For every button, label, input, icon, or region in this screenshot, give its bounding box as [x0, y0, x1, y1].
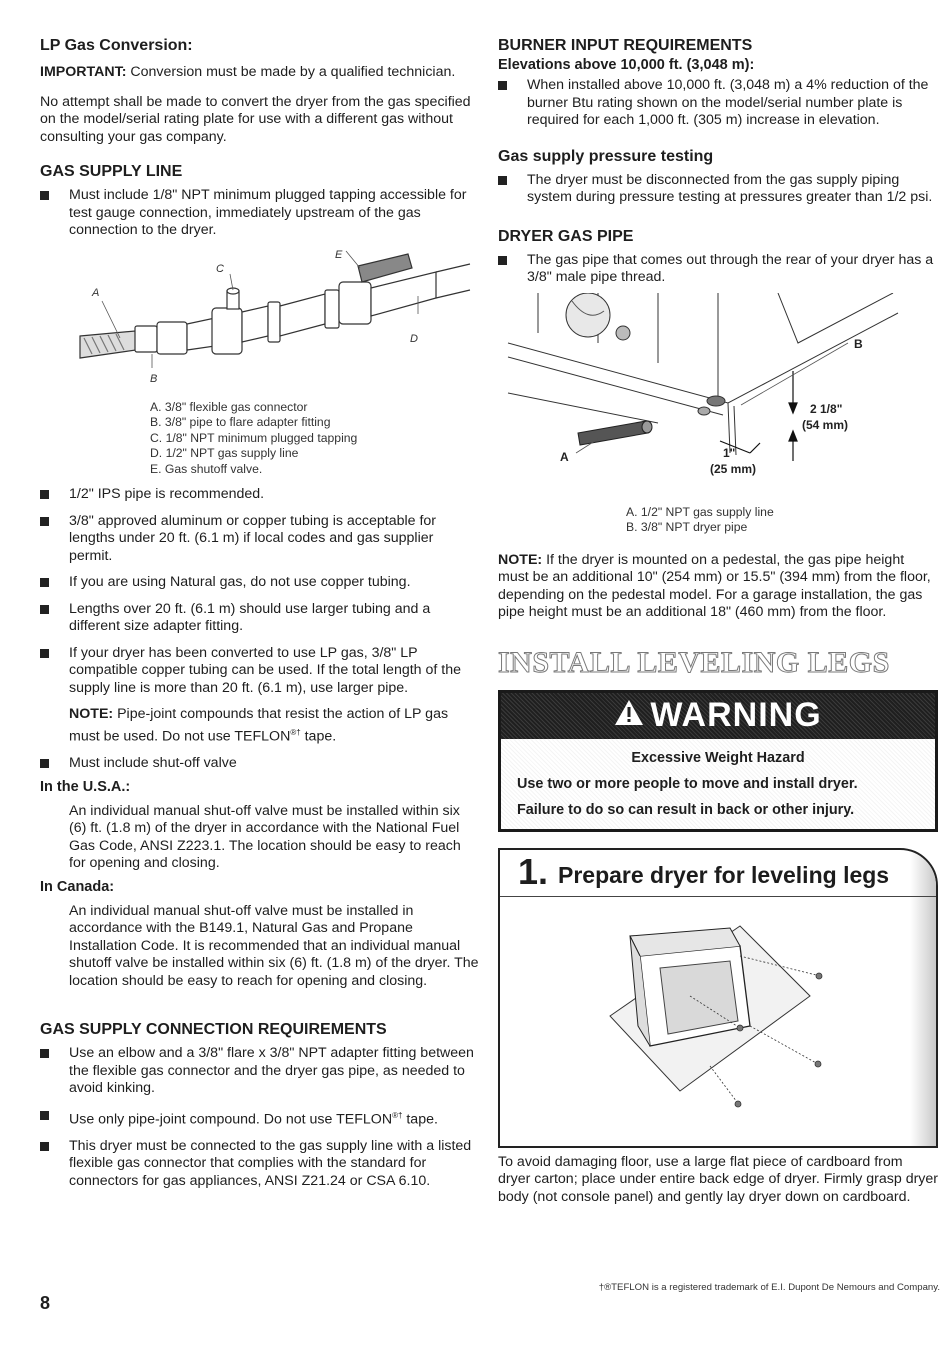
important-text: Conversion must be made by a qualified technician. [126, 64, 456, 80]
gas-supply-line-heading: GAS SUPPLY LINE [40, 163, 183, 180]
legend-item: E. Gas shutoff valve. [150, 461, 263, 476]
note-text: Pipe-joint compounds that resist the action of LP gas must be used. Do not use TEFLON [69, 706, 449, 745]
canada-heading: In Canada: [40, 878, 115, 895]
legend-item: C. 1/8" NPT minimum plugged tapping [150, 430, 358, 445]
fig1-label-d: D [410, 332, 418, 345]
supply-bullet: If your dryer has been converted to use LP gas, 3/8" LP compatible copper tubing can be used. If the total length of the supply line is more than 20 ft. (6.1 m), use larger pipe. [40, 645, 480, 698]
pressure-heading: Gas supply pressure testing [498, 147, 714, 165]
teflon-sup: ®† [392, 1110, 403, 1120]
supply-bullet-shutoff: Must include shut-off valve [40, 755, 480, 773]
dryer-gas-pipe-figure [498, 293, 938, 503]
fig1-label-c: C [216, 262, 224, 275]
legend-item: B. 3/8" pipe to flare adapter fitting [150, 415, 331, 430]
note-label: NOTE: [498, 551, 543, 568]
connection-bullet: Use an elbow and a 3/8" flare x 3/8" NPT adapter fitting between the flexible gas connector and the dryer gas pipe, as needed to avoid kinking. [40, 1045, 480, 1098]
step-1-box [498, 848, 938, 1148]
step-divider [500, 896, 936, 897]
canada-text: An individual manual shut-off valve must be installed in accordance with the B149.1, Natural Gas and Propane Installation Code. It is recommended that an individual manual shutoff valve be installed within six (6) ft. (1.8 m) of the dryer. The location should be easy to reach for opening and closing. [69, 902, 479, 989]
supply-bullet: 3/8" approved aluminum or copper tubing is acceptable for lengths under 20 ft. (6.1 m) if local codes and gas supplier permit. [40, 513, 480, 566]
fig2-label-a: A [560, 449, 569, 464]
left-column [40, 36, 480, 1190]
fig1-label-b: B [150, 372, 158, 385]
supply-bullet: If you are using Natural gas, do not use copper tubing. [40, 574, 480, 592]
lp-paragraph: No attempt shall be made to convert the dryer from the gas specified on the model/serial rating plate for use with a different gas without consulting your gas company. [40, 93, 471, 145]
dryer-gas-pipe-bullet: The gas pipe that comes out through the rear of your dryer has a 3/8" male pipe thread. [498, 252, 938, 287]
warning-word: WARNING [650, 696, 822, 735]
note-sup: ®† [290, 727, 301, 737]
dim-height-mm: (54 mm) [802, 417, 849, 432]
dim-offset-mm: (25 mm) [710, 461, 757, 476]
supply-bullet: 1/2" IPS pipe is recommended. [40, 486, 480, 504]
warning-line: Use two or more people to move and install dryer. [517, 775, 858, 792]
right-column [498, 36, 938, 1206]
legend-item: B. 3/8" NPT dryer pipe [626, 520, 748, 535]
dryer-gas-pipe-heading: DRYER GAS PIPE [498, 227, 634, 245]
hazard-title: Excessive Weight Hazard [631, 749, 805, 766]
teflon-text: Use only pipe-joint compound. Do not use TEFLON [69, 1111, 393, 1128]
lp-heading: LP Gas Conversion: [40, 37, 193, 54]
warning-triangle-icon [614, 696, 644, 735]
step-title: Prepare dryer for leveling legs [558, 861, 890, 888]
step-number: 1. [518, 850, 549, 892]
fig1-legend [40, 400, 480, 478]
teflon-footnote: †®TEFLON is a registered trademark of E.I. Dupont De Nemours and Company. [598, 1282, 940, 1293]
page-number: 8 [40, 1293, 51, 1313]
teflon-end: tape. [402, 1111, 438, 1128]
gas-line-fittings-figure [40, 246, 480, 396]
burner-bullet: When installed above 10,000 ft. (3,048 m) a 4% reduction of the burner Btu rating shown on the model/serial number plate is required for each 1,000 ft. (305 m) increase in elevation. [498, 77, 938, 130]
fig2-label-b: B [854, 336, 863, 351]
supply-bullet-tapping: Must include 1/8" NPT minimum plugged tapping accessible for test gauge connection, immediately upstream of the gas connection to the dryer. [40, 187, 480, 240]
pressure-bullet: The dryer must be disconnected from the gas supply piping system during pressure testing at pressures greater than 1/2 psi. [498, 172, 938, 207]
warning-header [501, 693, 935, 739]
pedestal-note [498, 552, 938, 622]
step-1-text: To avoid damaging floor, use a large flat piece of cardboard from dryer carton; place under entire back edge of dryer. Firmly grasp dryer body (not console panel) and gently lay dryer down on cardboard. [498, 1153, 939, 1205]
important-label: IMPORTANT: [40, 64, 127, 80]
burner-subheading: Elevations above 10,000 ft. (3,048 m): [498, 57, 755, 73]
dryer-on-cardboard-figure [590, 916, 830, 1116]
note-label: NOTE: [69, 706, 114, 723]
connection-bullet: This dryer must be connected to the gas supply line with a listed flexible gas connector that complies with the standard for connectors for gas appliances, ANSI Z21.24 or CSA 6.10. [40, 1138, 480, 1191]
note-text: If the dryer is mounted on a pedestal, the gas pipe height must be an additional 10" (254 mm) or 15.5" (394 mm) from the floor, depending on the pedestal model. For a garage installation, the gas pipe height must be an additional 18" (460 mm) from the floor. [498, 551, 931, 621]
connection-bullet [40, 1107, 480, 1129]
supply-note [40, 706, 480, 746]
burner-heading: BURNER INPUT REQUIREMENTS [498, 37, 753, 54]
warning-line: Failure to do so can result in back or other injury. [517, 801, 855, 818]
fig2-legend [498, 505, 938, 536]
step-shade [910, 850, 936, 1146]
warning-box [498, 690, 938, 832]
usa-heading: In the U.S.A.: [40, 778, 131, 795]
dim-offset: 1" [723, 445, 736, 460]
usa-text: An individual manual shut-off valve must be installed within six (6) ft. (1.8 m) of the dryer in accordance with the National Fuel Gas Code, ANSI Z223.1. The location should be easy to reach for opening and closing. [69, 802, 461, 872]
legend-item: A. 3/8" flexible gas connector [150, 399, 308, 414]
connection-heading: GAS SUPPLY CONNECTION REQUIREMENTS [40, 1021, 387, 1039]
dim-height: 2 1/8" [810, 401, 843, 416]
install-leveling-legs-title: INSTALL LEVELING LEGS [498, 645, 890, 679]
supply-bullet: Lengths over 20 ft. (6.1 m) should use larger tubing and a different size adapter fitting. [40, 601, 480, 636]
legend-item: D. 1/2" NPT gas supply line [150, 446, 299, 461]
fig1-label-a: A [92, 286, 100, 299]
lp-important [40, 64, 480, 82]
warning-body [501, 739, 935, 829]
fig1-label-e: E [335, 248, 343, 261]
note-end: tape. [300, 728, 337, 745]
legend-item: A. 1/2" NPT gas supply line [626, 504, 774, 519]
